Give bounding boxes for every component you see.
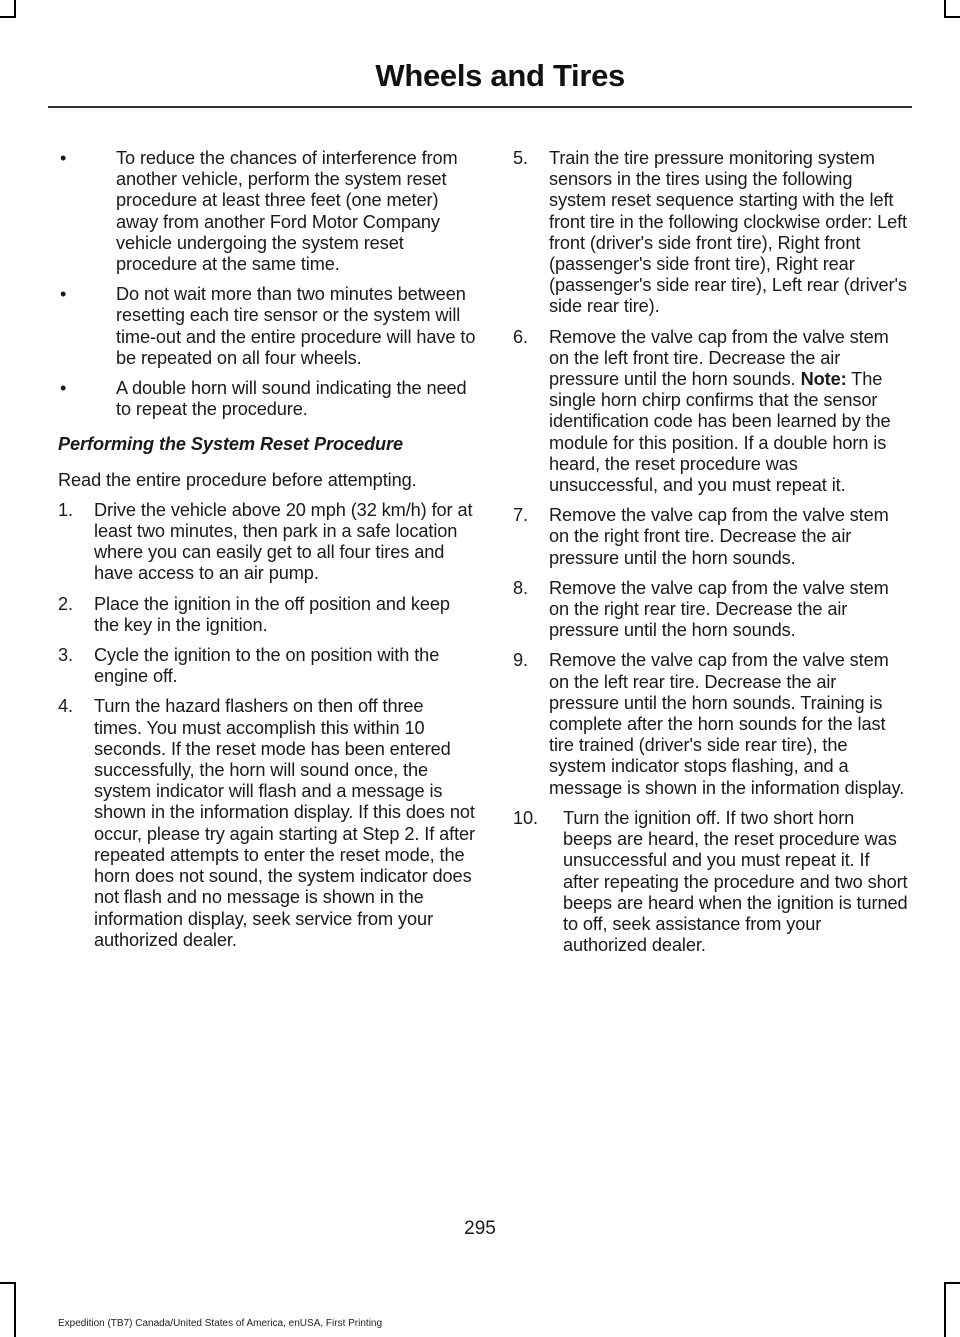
step-number: 5. [513, 148, 528, 168]
bullet-item [58, 148, 476, 275]
step-item [513, 327, 908, 497]
crop-mark [944, 1282, 946, 1337]
right-column [513, 148, 908, 965]
bullet-item [58, 284, 476, 369]
step-item [513, 650, 908, 798]
step-number: 9. [513, 650, 528, 671]
step-number: 6. [513, 326, 528, 347]
step-item [513, 148, 908, 318]
note-label: Note: [800, 369, 847, 390]
step-number: 7. [513, 505, 528, 526]
step-text: Remove the valve cap from the valve stem on the left front tire. Decrease the air pressure until the horn sounds. [549, 326, 889, 390]
step-text: Remove the valve cap from the valve stem on the right front tire. Decrease the air pressure until the horn sounds. [549, 505, 889, 568]
bullet-marker: • [60, 284, 67, 305]
step-text: Place the ignition in the off position and keep the key in the ignition. [94, 593, 450, 635]
step-text: Cycle the ignition to the on position with the engine off. [94, 645, 440, 687]
crop-mark [14, 1282, 16, 1337]
step-text: Remove the valve cap from the valve stem on the right rear tire. Decrease the air pressure until the horn sounds. [549, 577, 889, 641]
crop-mark [0, 16, 16, 18]
bullet-marker: • [60, 148, 67, 168]
crop-mark [0, 1282, 16, 1284]
step-text: Train the tire pressure monitoring system sensors in the tires using the following system reset sequence starting with the left front tire in the following clockwise order: Left front (driver's side front tire), Right front (passenger's side front tire), Right rear (passenger's side rear tire), Left rear (driver's side rear tire). [549, 148, 908, 317]
bullet-text: To reduce the chances of interference from another vehicle, perform the system reset procedure at least three feet (one meter) away from another Ford Motor Company vehicle undergoing the system reset procedure at the same time. [116, 148, 458, 275]
intro-paragraph: Read the entire procedure before attempting. [58, 469, 417, 490]
note-text: The single horn chirp confirms that the sensor identification code has been learned by the module for this position. If a double horn is heard, the reset procedure was unsuccessful, and you must repeat it. [549, 369, 891, 496]
page-title: Wheels and Tires [375, 58, 625, 93]
step-text: Remove the valve cap from the valve stem on the left rear tire. Decrease the air pressure until the horn sounds. Training is complete after the horn sounds for the last tire trained (driver's side rear tire), the system indicator stops flashing, and a message is shown in the information display. [549, 650, 905, 798]
step-item [58, 500, 476, 585]
bullet-marker: • [60, 378, 67, 399]
step-item [513, 505, 908, 569]
step-item [513, 578, 908, 642]
step-number: 1. [58, 499, 73, 520]
step-item [58, 594, 476, 636]
header-rule [48, 106, 912, 108]
step-number: 10. [513, 807, 538, 828]
crop-mark [944, 16, 960, 18]
step-number: 3. [58, 645, 73, 666]
step-text: Drive the vehicle above 20 mph (32 km/h) for at least two minutes, then park in a safe location where you can easily get to all four tires and have access to an air pump. [94, 499, 473, 584]
page-number: 295 [464, 1218, 496, 1239]
step-number: 4. [58, 696, 73, 717]
bullet-item [58, 378, 476, 420]
bullet-text: Do not wait more than two minutes between resetting each tire sensor or the system will time-out and the entire procedure will have to be repeated on all four wheels. [116, 284, 476, 368]
step-text: Turn the hazard flashers on then off three times. You must accomplish this within 10 seconds. If the reset mode has been entered successfully, the horn will sound once, the system indicator will flash and a message is shown in the information display. If this does not occur, please try again starting at Step 2. If after repeated attempts to enter the reset mode, the horn does not sound, the system indicator does not flash and no message is shown in the information display, seek service from your authorized dealer. [94, 696, 475, 950]
left-column [58, 148, 476, 960]
step-item [513, 808, 908, 956]
footer-text: Expedition (TB7) Canada/United States of America, enUSA, First Printing [58, 1318, 383, 1329]
bullet-text: A double horn will sound indicating the need to repeat the procedure. [116, 378, 467, 420]
crop-mark [944, 1282, 960, 1284]
section-heading: Performing the System Reset Procedure [58, 434, 404, 455]
step-item [58, 696, 476, 950]
step-item [58, 645, 476, 687]
step-text: Turn the ignition off. If two short horn beeps are heard, the reset procedure was unsuccessful and you must repeat it. If after repeating the procedure and two short beeps are heard when the ignition is turned to off, seek assistance from your authorized dealer. [563, 807, 908, 956]
step-number: 8. [513, 577, 528, 598]
step-number: 2. [58, 593, 73, 614]
